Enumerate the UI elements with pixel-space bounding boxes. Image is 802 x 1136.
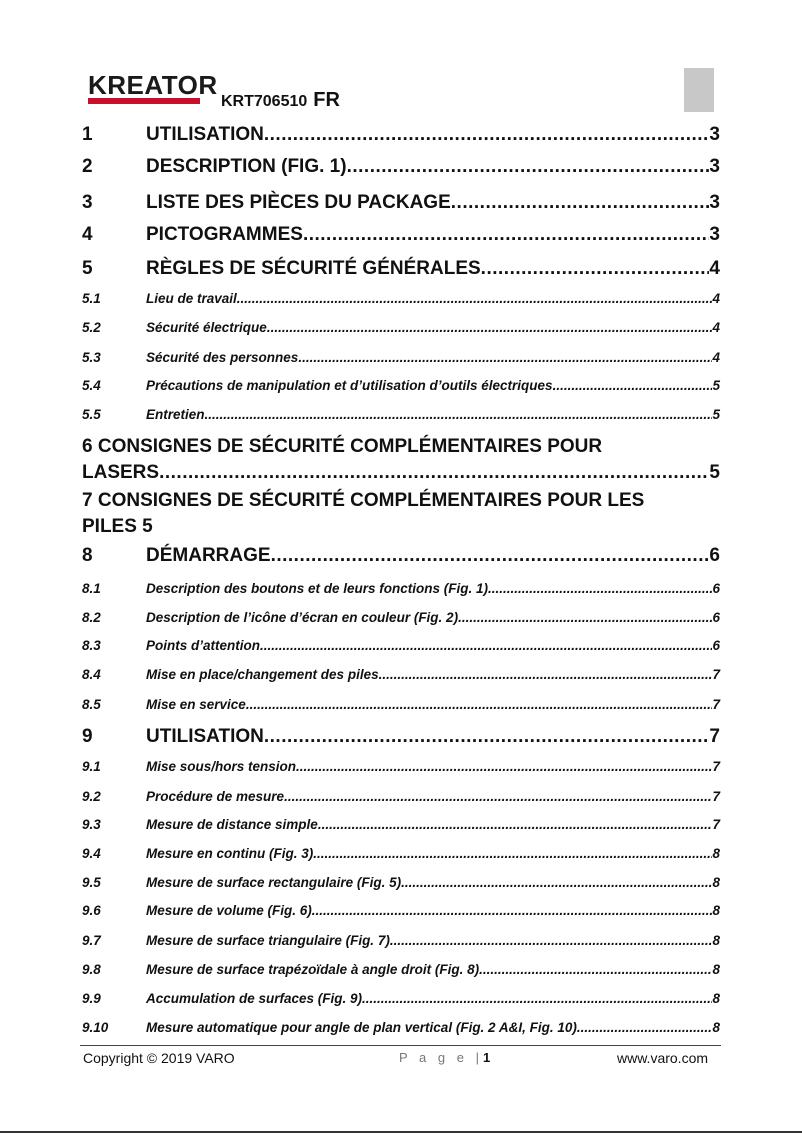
footer-page-number: 1	[482, 1050, 491, 1065]
toc-leader	[303, 224, 709, 246]
toc-leader	[451, 192, 710, 214]
page-tab-marker	[684, 68, 714, 112]
toc-page: 8	[712, 962, 720, 977]
toc-leader	[362, 991, 712, 1006]
toc-title: DESCRIPTION (FIG. 1)	[146, 156, 347, 177]
toc-title: Sécurité des personnes	[146, 350, 299, 365]
toc-number: 9.9	[82, 991, 101, 1006]
toc-page: 8	[712, 875, 720, 890]
toc-page: 7	[709, 726, 720, 747]
toc-title: PICTOGRAMMES	[146, 224, 303, 245]
toc-title: Sécurité électrique	[146, 320, 267, 335]
toc-page: 3	[709, 192, 720, 213]
toc-page: 3	[709, 224, 720, 245]
footer-page-indicator	[399, 1050, 490, 1065]
toc-title: Mesure de volume (Fig. 6)	[146, 903, 312, 918]
toc-leader	[318, 817, 713, 832]
toc-page: 4	[712, 291, 720, 306]
toc-number: 5.2	[82, 320, 101, 335]
toc-title: Description des boutons et de leurs fonctions (Fig. 1)	[146, 581, 489, 596]
toc-entry[interactable]	[82, 378, 720, 393]
toc-number: 8.5	[82, 697, 101, 712]
toc-number: 5.3	[82, 350, 101, 365]
toc-entry[interactable]	[82, 903, 720, 918]
toc-page: 3	[709, 156, 720, 177]
toc-entry[interactable]	[82, 192, 720, 214]
model-header	[221, 89, 340, 112]
toc-page: 7	[712, 697, 720, 712]
toc-title: Procédure de mesure	[146, 789, 285, 804]
toc-leader	[481, 258, 710, 280]
toc-leader	[479, 962, 712, 977]
model-number: KRT706510	[221, 93, 308, 110]
footer-copyright: Copyright © 2019 VARO	[83, 1050, 235, 1066]
toc-title: 7 CONSIGNES DE SÉCURITÉ COMPLÉMENTAIRES POUR LES	[82, 490, 645, 511]
toc-number: 9.10	[82, 1020, 109, 1035]
brand-logo	[88, 70, 218, 104]
toc-leader	[379, 667, 713, 682]
toc-page: 4	[712, 350, 720, 365]
toc-entry[interactable]	[82, 291, 720, 306]
toc-page: 8	[712, 903, 720, 918]
toc-number: 9	[82, 726, 93, 747]
toc-entry[interactable]	[82, 962, 720, 977]
toc-title: Lieu de travail	[146, 291, 237, 306]
toc-leader	[488, 581, 712, 596]
toc-leader	[458, 610, 712, 625]
toc-leader	[264, 726, 710, 748]
toc-leader	[577, 1020, 713, 1035]
toc-leader	[296, 759, 712, 774]
toc-number: 9.8	[82, 962, 101, 977]
toc-title: Mise sous/hors tension	[146, 759, 297, 774]
toc-title: Accumulation de surfaces (Fig. 9)	[146, 991, 363, 1006]
toc-page: 3	[709, 124, 720, 145]
toc-entry[interactable]	[82, 258, 720, 280]
toc-entry[interactable]	[82, 846, 720, 861]
toc-title: Entretien	[146, 407, 205, 422]
toc-title: Mise en service	[146, 697, 246, 712]
toc-entry[interactable]	[82, 545, 720, 567]
toc-leader	[159, 460, 709, 486]
toc-page: 7	[712, 759, 720, 774]
toc-title: 6 CONSIGNES DE SÉCURITÉ COMPLÉMENTAIRES POUR	[82, 436, 603, 457]
toc-entry[interactable]	[82, 610, 720, 625]
toc-entry[interactable]	[82, 1020, 720, 1035]
page-bottom-edge	[0, 1131, 802, 1133]
footer-divider	[80, 1045, 721, 1046]
toc-number: 9.5	[82, 875, 101, 890]
toc-entry[interactable]	[82, 817, 720, 832]
toc-number: 2	[82, 156, 93, 177]
toc-entry[interactable]	[82, 156, 720, 178]
toc-page: 6	[709, 545, 720, 566]
toc-number: 5	[82, 258, 93, 279]
toc-title: UTILISATION	[146, 726, 264, 747]
toc-entry[interactable]	[82, 124, 720, 146]
toc-entry[interactable]	[82, 789, 720, 804]
toc-entry[interactable]	[82, 697, 720, 712]
toc-title-continued: LASERS	[82, 462, 160, 483]
toc-entry[interactable]	[82, 581, 720, 596]
toc-entry[interactable]	[82, 350, 720, 365]
toc-entry[interactable]	[82, 638, 720, 653]
toc-page: 5	[712, 378, 720, 393]
toc-number: 9.2	[82, 789, 101, 804]
toc-entry[interactable]	[82, 726, 720, 748]
toc-title: Mesure automatique pour angle de plan vertical (Fig. 2 A&I, Fig. 10)	[146, 1020, 577, 1035]
toc-leader	[390, 933, 713, 948]
toc-page: 5	[709, 462, 720, 483]
toc-title: Mesure de surface rectangulaire (Fig. 5)	[146, 875, 402, 890]
toc-entry[interactable]	[82, 759, 720, 774]
toc-number: 4	[82, 224, 93, 245]
toc-page: 8	[712, 991, 720, 1006]
toc-title-continued: PILES 5	[82, 516, 153, 537]
toc-leader	[267, 320, 713, 335]
toc-page: 7	[712, 817, 720, 832]
toc-title: Mesure de distance simple	[146, 817, 318, 832]
toc-number: 8.1	[82, 581, 101, 596]
toc-title: LISTE DES PIÈCES DU PACKAGE	[146, 192, 451, 213]
toc-number: 5.1	[82, 291, 101, 306]
toc-title: Mesure de surface triangulaire (Fig. 7)	[146, 933, 390, 948]
toc-leader	[312, 903, 713, 918]
toc-entry[interactable]	[82, 320, 720, 335]
toc-number: 8	[82, 545, 93, 566]
toc-number: 5.5	[82, 407, 101, 422]
toc-title: RÈGLES DE SÉCURITÉ GÉNÉRALES	[146, 258, 481, 279]
toc-page: 8	[712, 846, 720, 861]
toc-entry-wrapped[interactable]	[82, 434, 720, 486]
toc-page: 6	[712, 638, 720, 653]
toc-page: 8	[712, 933, 720, 948]
toc-entry[interactable]	[82, 991, 720, 1006]
toc-title: Points d’attention	[146, 638, 260, 653]
toc-leader	[264, 124, 710, 146]
toc-number: 8.4	[82, 667, 101, 682]
toc-title: UTILISATION	[146, 124, 264, 145]
toc-title: Mesure de surface trapézoïdale à angle droit (Fig. 8)	[146, 962, 480, 977]
toc-leader	[260, 638, 712, 653]
toc-page: 7	[712, 789, 720, 804]
toc-number: 9.1	[82, 759, 101, 774]
toc-number: 9.7	[82, 933, 101, 948]
toc-title: Précautions de manipulation et d’utilisation d’outils électriques	[146, 378, 553, 393]
toc-title: Description de l’icône d’écran en couleur (Fig. 2)	[146, 610, 459, 625]
toc-page: 8	[712, 1020, 720, 1035]
brand-logo-text: KREATOR	[88, 70, 218, 100]
toc-number: 9.6	[82, 903, 101, 918]
toc-title: Mesure en continu (Fig. 3)	[146, 846, 314, 861]
toc-page: 6	[712, 610, 720, 625]
toc-title: DÉMARRAGE	[146, 545, 271, 566]
toc-page: 6	[712, 581, 720, 596]
toc-leader	[313, 846, 712, 861]
toc-number: 8.2	[82, 610, 101, 625]
toc-leader	[553, 378, 713, 393]
toc-entry-wrapped[interactable]	[82, 488, 720, 540]
language-code: FR	[313, 89, 340, 111]
toc-page: 4	[712, 320, 720, 335]
toc-number: 3	[82, 192, 93, 213]
toc-leader	[205, 407, 713, 422]
toc-entry[interactable]	[82, 875, 720, 890]
toc-leader	[298, 350, 712, 365]
toc-number: 5.4	[82, 378, 101, 393]
toc-title: Mise en place/changement des piles	[146, 667, 379, 682]
toc-page: 7	[712, 667, 720, 682]
toc-number: 1	[82, 124, 93, 145]
toc-entry[interactable]	[82, 407, 720, 422]
toc-leader	[284, 789, 712, 804]
toc-entry[interactable]	[82, 667, 720, 682]
toc-entry[interactable]	[82, 933, 720, 948]
toc-leader	[271, 545, 710, 567]
toc-number: 8.3	[82, 638, 101, 653]
toc-page: 4	[709, 258, 720, 279]
footer-website[interactable]: www.varo.com	[617, 1050, 709, 1066]
toc-entry[interactable]	[82, 224, 720, 246]
toc-page: 5	[712, 407, 720, 422]
footer-page-label: P a g e |	[399, 1050, 483, 1065]
toc-leader	[347, 156, 710, 178]
toc-number: 9.4	[82, 846, 101, 861]
toc-leader	[401, 875, 712, 890]
toc-number: 9.3	[82, 817, 101, 832]
toc-leader	[246, 697, 713, 712]
toc-leader	[237, 291, 713, 306]
